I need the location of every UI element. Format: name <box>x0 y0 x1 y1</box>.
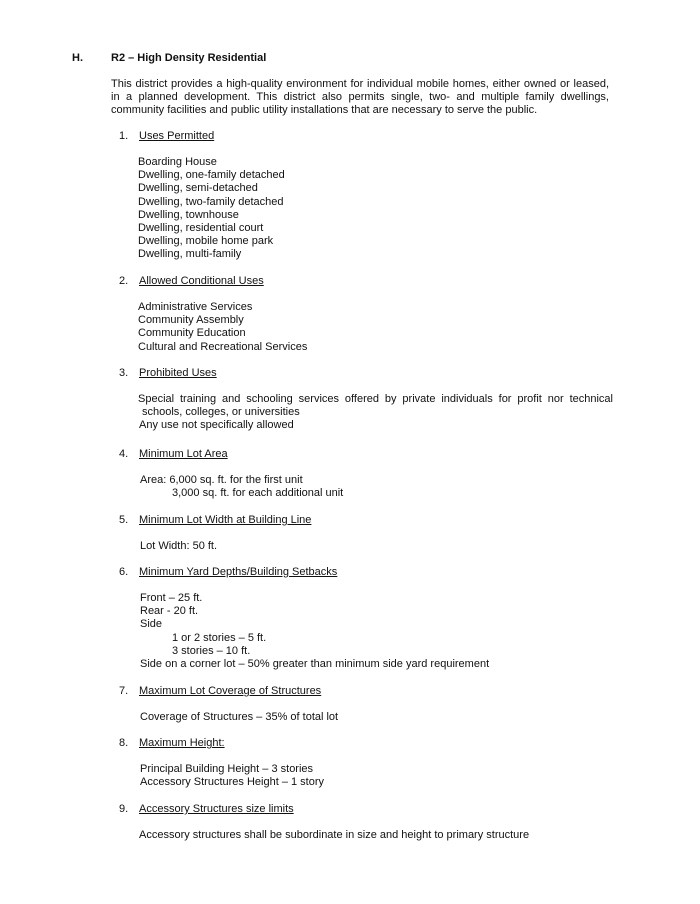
list-item: Cultural and Recreational Services <box>138 340 308 353</box>
list-item: 3,000 sq. ft. for each additional unit <box>172 487 344 500</box>
list-item: Dwelling, semi-detached <box>138 182 258 195</box>
item-number: 8. <box>119 737 129 749</box>
item-number: 6. <box>119 566 129 578</box>
section-intro: This district provides a high-quality environment for individual mobile homes, either owned or leased, in a planned development. This district also permits single, two- and multiple family dwellings, community facilities and public utility installations that are necessary to serve the public. <box>111 78 609 117</box>
section-letter: H. <box>72 52 83 64</box>
item-number: 9. <box>119 803 129 815</box>
item-number: 3. <box>119 367 129 379</box>
item-title: Prohibited Uses <box>139 367 217 379</box>
list-item: Side <box>140 618 163 631</box>
item-number: 2. <box>119 275 129 287</box>
item-body <box>140 711 620 724</box>
list-item: Administrative Services <box>138 301 253 313</box>
list-item: Dwelling, two-family detached <box>138 195 284 208</box>
list-item: Side on a corner lot – 50% greater than minimum side yard requirement <box>140 658 490 671</box>
item-title: Accessory Structures size limits <box>139 803 294 815</box>
item-number: 7. <box>119 685 129 697</box>
list-item: Dwelling, multi-family <box>138 248 242 261</box>
item-title: Maximum Lot Coverage of Structures <box>139 685 322 697</box>
item-title: Minimum Lot Area <box>139 448 228 460</box>
list-item: schools, colleges, or universities <box>142 406 300 419</box>
list-item: Principal Building Height – 3 stories <box>140 763 314 775</box>
list-item: 3 stories – 10 ft. <box>172 644 251 657</box>
list-item: Accessory Structures Height – 1 story <box>140 776 325 789</box>
item-body <box>138 393 618 433</box>
list-item: Rear - 20 ft. <box>140 605 199 618</box>
item-body <box>140 592 620 671</box>
list-item: Community Education <box>138 327 246 340</box>
list-item: Special training and schooling services offered by private individuals for profit nor technical <box>138 393 613 405</box>
list-item: Dwelling, townhouse <box>138 208 239 221</box>
item-body <box>138 156 618 262</box>
item-title: Uses Permitted <box>139 130 215 142</box>
list-item: Area: 6,000 sq. ft. for the first unit <box>140 474 303 486</box>
list-item: Lot Width: 50 ft. <box>140 540 218 552</box>
item-body <box>140 474 620 500</box>
item-title: Maximum Height: <box>139 737 225 749</box>
item-title: Minimum Yard Depths/Building Setbacks <box>139 566 338 578</box>
item-title: Minimum Lot Width at Building Line <box>139 514 312 526</box>
item-number: 4. <box>119 448 129 460</box>
list-item: Boarding House <box>138 156 217 168</box>
item-body <box>140 540 620 553</box>
list-item: Community Assembly <box>138 314 244 327</box>
list-item: Any use not specifically allowed <box>139 419 294 432</box>
section-title: R2 – High Density Residential <box>111 52 267 64</box>
list-item: Dwelling, residential court <box>138 222 264 235</box>
list-item: Dwelling, mobile home park <box>138 235 274 248</box>
item-body <box>139 829 619 842</box>
list-item: Front – 25 ft. <box>140 592 203 604</box>
list-item: Accessory structures shall be subordinate in size and height to primary structure <box>139 829 530 841</box>
item-body <box>140 763 620 789</box>
list-item: Coverage of Structures – 35% of total lot <box>140 711 339 723</box>
item-number: 5. <box>119 514 129 526</box>
list-item: 1 or 2 stories – 5 ft. <box>172 631 267 644</box>
list-item: Dwelling, one-family detached <box>138 169 285 182</box>
item-number: 1. <box>119 130 129 142</box>
item-title: Allowed Conditional Uses <box>139 275 264 287</box>
item-body <box>138 301 618 354</box>
